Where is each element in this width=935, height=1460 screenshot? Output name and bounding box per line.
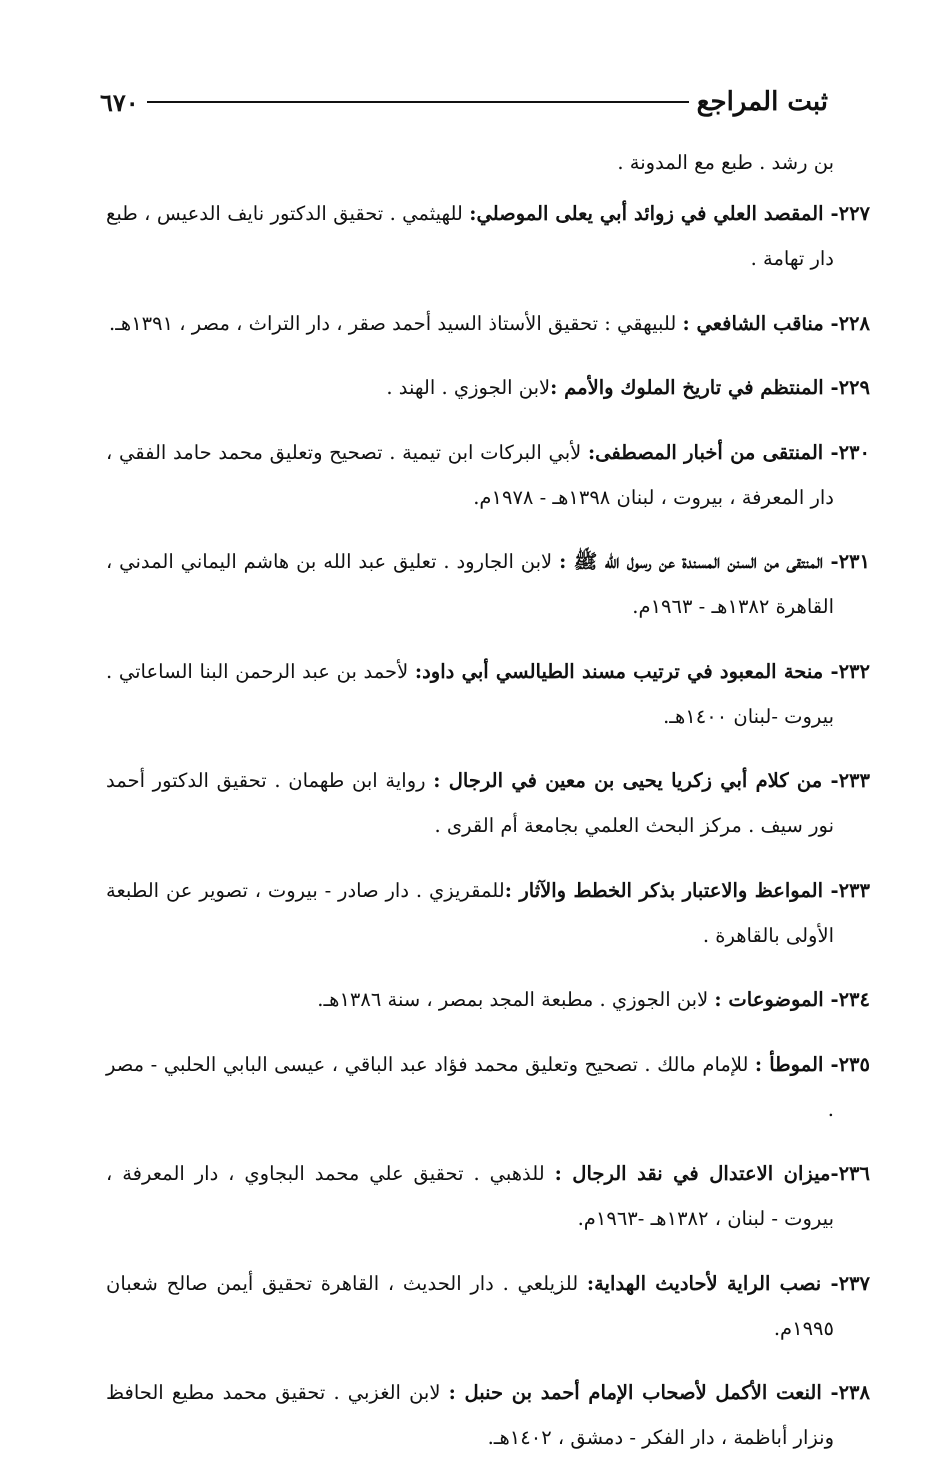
page-number: ٦٧٠	[100, 87, 139, 117]
entry-title: من كلام أبي زكريا يحيى بن معين في الرجال :	[433, 769, 823, 792]
header-rule	[147, 101, 689, 103]
entry-title: الموطأ :	[754, 1052, 824, 1076]
page-header	[100, 84, 828, 120]
entry-number: ٢٣٣-	[822, 769, 870, 792]
entry-details: للذهبي . تحقيق علي محمد البجاوي ، دار المعرفة ، بيروت - لبنان ، ١٣٨٢هـ -١٩٦٣م.	[106, 1162, 834, 1230]
entry-title: المنتقى من السنن المسندة عن رسول الله ﷺ :	[559, 550, 823, 573]
entry-details: للمقريزي . دار صادر - بيروت ، تصوير عن الطبعة الأولى بالقاهرة .	[106, 878, 834, 947]
entry-number: ٢٣٤-	[823, 988, 870, 1011]
entry-number: ٢٣٨-	[821, 1381, 870, 1404]
entry-title: نصب الراية لأحاديث الهداية:	[586, 1271, 822, 1295]
entry-details: للإمام مالك . تصحيح وتعليق محمد فؤاد عبد الباقي ، عيسى البابي الحلبي - مصر .	[106, 1052, 834, 1121]
entry-details: لابن الجارود . تعليق عبد الله بن هاشم اليماني المدني ، القاهرة ١٣٨٢هـ - ١٩٦٣م.	[106, 550, 834, 618]
entry-details: رواية ابن طهمان . تحقيق الدكتور أحمد نور سيف . مركز البحث العلمي بجامعة أم القرى .	[106, 769, 834, 837]
reference-entry-227	[106, 191, 870, 281]
entry-title: المنتقى من أخبار المصطفى:	[587, 440, 824, 464]
entry-number: ٢٢٧-	[823, 202, 871, 225]
entry-title: النعت الأكمل لأصحاب الإمام أحمد بن حنبل :	[448, 1381, 822, 1404]
entry-number: ٢٣٢-	[823, 659, 870, 683]
reference-entry-238	[106, 1370, 870, 1460]
reference-entry-233b	[106, 868, 870, 958]
entry-title: منحة المعبود في ترتيب مسند الطيالسي أبي داود:	[414, 659, 824, 683]
reference-entry-231	[106, 539, 870, 629]
entry-details: لأحمد بن عبد الرحمن البنا الساعاتي . بيروت -لبنان ١٤٠٠هـ.	[106, 659, 834, 728]
entry-title: الموضوعات :	[714, 988, 824, 1011]
entry-number: ٢٣٣-	[823, 878, 870, 902]
reference-entry-230	[106, 430, 870, 520]
entry-number: ٢٣٧-	[821, 1271, 870, 1295]
entry-number: ٢٣٥-	[823, 1052, 870, 1076]
entry-details: لابن الجوزي . الهند .	[386, 376, 551, 399]
entry-number: ٢٢٩-	[823, 376, 870, 399]
reference-entry-228	[106, 301, 870, 346]
entry-number: ٢٢٨-	[823, 311, 870, 335]
entry-number: ٢٣٠-	[823, 440, 870, 464]
entry-title: المواعظ والاعتبار بذكر الخطط والآثار :	[504, 878, 824, 902]
reference-entry-236	[106, 1151, 870, 1241]
entry-details: لابن الغزبي . تحقيق محمد مطيع الحافظ ونزار أباظمة ، دار الفكر - دمشق ، ١٤٠٢هـ.	[106, 1381, 834, 1449]
entry-title: ميزان الاعتدال في نقد الرجال :	[554, 1162, 831, 1185]
entry-details: للبيهقي : تحقيق الأستاذ السيد أحمد صقر ، دار التراث ، مصر ، ١٣٩١هـ.	[109, 311, 683, 335]
reference-entry-232	[106, 649, 870, 739]
reference-entry-237	[106, 1261, 870, 1351]
entry-title: مناقب الشافعي :	[682, 311, 824, 335]
entry-details: لابن الجوزي . مطبعة المجد بمصر ، سنة ١٣٨٦هـ.	[317, 988, 715, 1011]
entry-title: المنتظم في تاريخ الملوك والأمم :	[550, 376, 824, 399]
reference-entry-234	[106, 977, 870, 1022]
entry-details: للزيلعي . دار الحديث ، القاهرة تحقيق أيمن صالح شعبان ١٩٩٥م.	[106, 1271, 834, 1340]
continuation-text: بن رشد . طبع مع المدونة .	[617, 151, 834, 174]
references-list	[106, 140, 871, 1449]
entry-number: ٢٣٦-	[830, 1162, 870, 1185]
reference-entry-229	[106, 365, 870, 410]
entry-number: ٢٣١-	[823, 550, 870, 573]
entry-title: المقصد العلي في زوائد أبي يعلى الموصلي:	[469, 202, 824, 225]
entry-details: للهيثمي . تحقيق الدكتور نايف الدعيس ، طبع دار تهامة .	[106, 202, 834, 270]
reference-entry-235	[106, 1042, 870, 1132]
running-title: ثبت المراجع	[696, 87, 828, 117]
reference-entry-233a	[106, 758, 870, 848]
entry-details: لأبي البركات ابن تيمية . تصحيح وتعليق محمد حامد الفقي ، دار المعرفة ، بيروت ، لبنان ١٣٩٨هـ - ١٩٧٨م.	[106, 440, 834, 509]
